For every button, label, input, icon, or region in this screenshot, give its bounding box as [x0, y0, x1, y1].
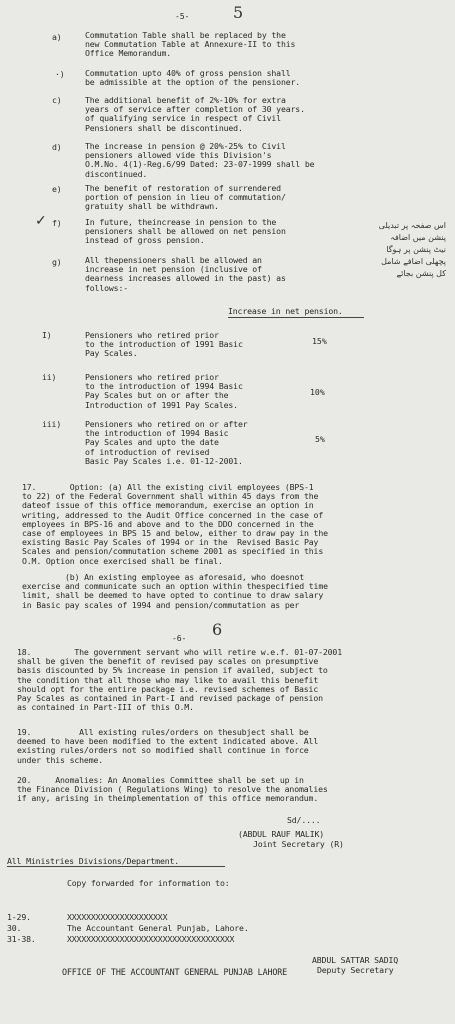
item-text: All thepensioners shall be allowed an increase in net pension (inclusive of dearness increases allowed in the past) as follows:-	[85, 255, 286, 293]
paragraph-17b: (b) An existing employee as aforesaid, who doesnot exercise and communicate such an option within thespecified time limit, shall be deemed to have opted to continue to draw salary in Basic pay scales of 1994 and pension/commutation as per	[22, 572, 328, 610]
paragraph-17a: 17. Option: (a) All the existing civil employees (BPS-1 to 22) of the Federal Government shall within 45 days from the dateof issue of this office memorandum, exercise an option in writing, addressed to the Audit Office concerned in the case of employees in BPS-16 and above and to the DDO concerned in the case of employees in BPS 15 and below, either to draw pay in the existing Basic Pay Scales of 1994 or in the Revised Basic Pay Scales and pension/commutation scheme 2001 as specified in this O.M. Option once exercised shall be final.	[22, 482, 328, 566]
signature-sd: Sd/....	[287, 815, 321, 825]
check-mark: ✓	[35, 213, 47, 229]
page-number-top: -5-	[175, 11, 190, 21]
item-label: e)	[52, 184, 62, 194]
heading-underline	[228, 317, 364, 318]
item-text: In future, theincrease in pension to the pensioners shall be allowed on net pension instead of gross pension.	[85, 217, 286, 246]
item-label: d)	[52, 142, 62, 152]
paragraph-18: 18. The government servant who will retire w.e.f. 01-07-2001 shall be given the benefit of revised pay scales on presumptive basis discounted by 5% increase in pension if availed, subject to the condition that all those who may like to avail this benefit should opt for the entire package i.e. revised schemes of Basic Pay Scales as contained in Part-I and revised package of pension as contained in Part-III of this O.M.	[17, 647, 342, 713]
row-label: iii)	[42, 419, 62, 429]
distribution-to: All Ministries Divisions/Department.	[7, 856, 180, 866]
item-label: g)	[52, 257, 62, 267]
signatory-name: (ABDUL RAUF MALIK)	[238, 829, 325, 839]
signatory-title: Joint Secretary (R)	[253, 839, 344, 849]
row-text: Pensioners who retired on or after the introduction of 1994 Basic Pay Scales and upto the date of introduction of revised Basic Pay Scales i.e. 01-12-2001.	[85, 419, 248, 466]
distribution-num: 30.	[7, 923, 22, 933]
distribution-text: XXXXXXXXXXXXXXXXXXXXX	[67, 912, 168, 922]
distribution-num: 1-29.	[7, 912, 31, 922]
page-number-handwritten: 5	[233, 3, 244, 22]
item-label: a)	[52, 32, 62, 42]
deputy-name: ABDUL SATTAR SADIQ	[312, 955, 399, 965]
row-text: Pensioners who retired prior to the introduction of 1991 Basic Pay Scales.	[85, 330, 243, 359]
row-percent: 10%	[310, 387, 325, 397]
table-heading: Increase in net pension.	[228, 306, 343, 316]
item-text: The additional benefit of 2%-10% for extra years of service after completion of 30 years. of qualifying service in respect of Civil Pensioners shall be discontinued.	[85, 95, 305, 133]
row-label: I)	[42, 330, 52, 340]
handwritten-margin-note: اس صفحہ پر تبدیلی پنشن میں اضافہ نیٹ پنشن پر ہوگا پچھلی اضافے شامل کل پنشن بجائے	[378, 221, 446, 278]
deputy-title: Deputy Secretary	[317, 965, 394, 975]
copy-forwarded: Copy forwarded for information to:	[67, 878, 230, 888]
row-percent: 15%	[312, 336, 327, 346]
row-text: Pensioners who retired prior to the introduction of 1994 Basic Pay Scales but on or after the Introduction of 1991 Pay Scales.	[85, 372, 243, 410]
item-label: c)	[52, 95, 62, 105]
paragraph-20: 20. Anomalies: An Anomalies Committee shall be set up in the Finance Division ( Regulations Wing) to resolve the anomalies if any, arising in theimplementation of this office memorandum.	[17, 775, 328, 804]
item-text: Commutation upto 40% of gross pension shall be admissible at the option of the pensioner.	[85, 68, 301, 88]
row-label: ii)	[42, 372, 57, 382]
item-text: Commutation Table shall be replaced by the new Commutation Table at Annexure-II to this Office Memorandum.	[85, 30, 296, 59]
item-label: f)	[52, 218, 62, 228]
distribution-num: 31-38.	[7, 934, 36, 944]
office-footer: OFFICE OF THE ACCOUNTANT GENERAL PUNJAB LAHORE	[62, 967, 288, 977]
paragraph-19: 19. All existing rules/orders on thesubject shall be deemed to have been modified to the extent indicated above. All existing rules/orders not so modified shall continue in force under this scheme.	[17, 727, 319, 765]
distribution-text: The Accountant General Punjab, Lahore.	[67, 923, 249, 933]
distribution-underline	[7, 866, 225, 867]
distribution-text: XXXXXXXXXXXXXXXXXXXXXXXXXXXXXXXXXXX	[67, 934, 235, 944]
item-text: The benefit of restoration of surrendered portion of pension in lieu of commutation/ gratuity shall be withdrawn.	[85, 183, 286, 212]
page-number-handwritten: 6	[212, 620, 223, 639]
item-label: ·)	[55, 69, 65, 79]
page-number-mid: -6-	[172, 633, 187, 643]
item-text: The increase in pension @ 20%-25% to Civil pensioners allowed vide this Division's O.M.No. 4(1)-Reg.6/99 Dated: 23-07-1999 shall be discontinued.	[85, 141, 315, 179]
row-percent: 5%	[315, 434, 325, 444]
